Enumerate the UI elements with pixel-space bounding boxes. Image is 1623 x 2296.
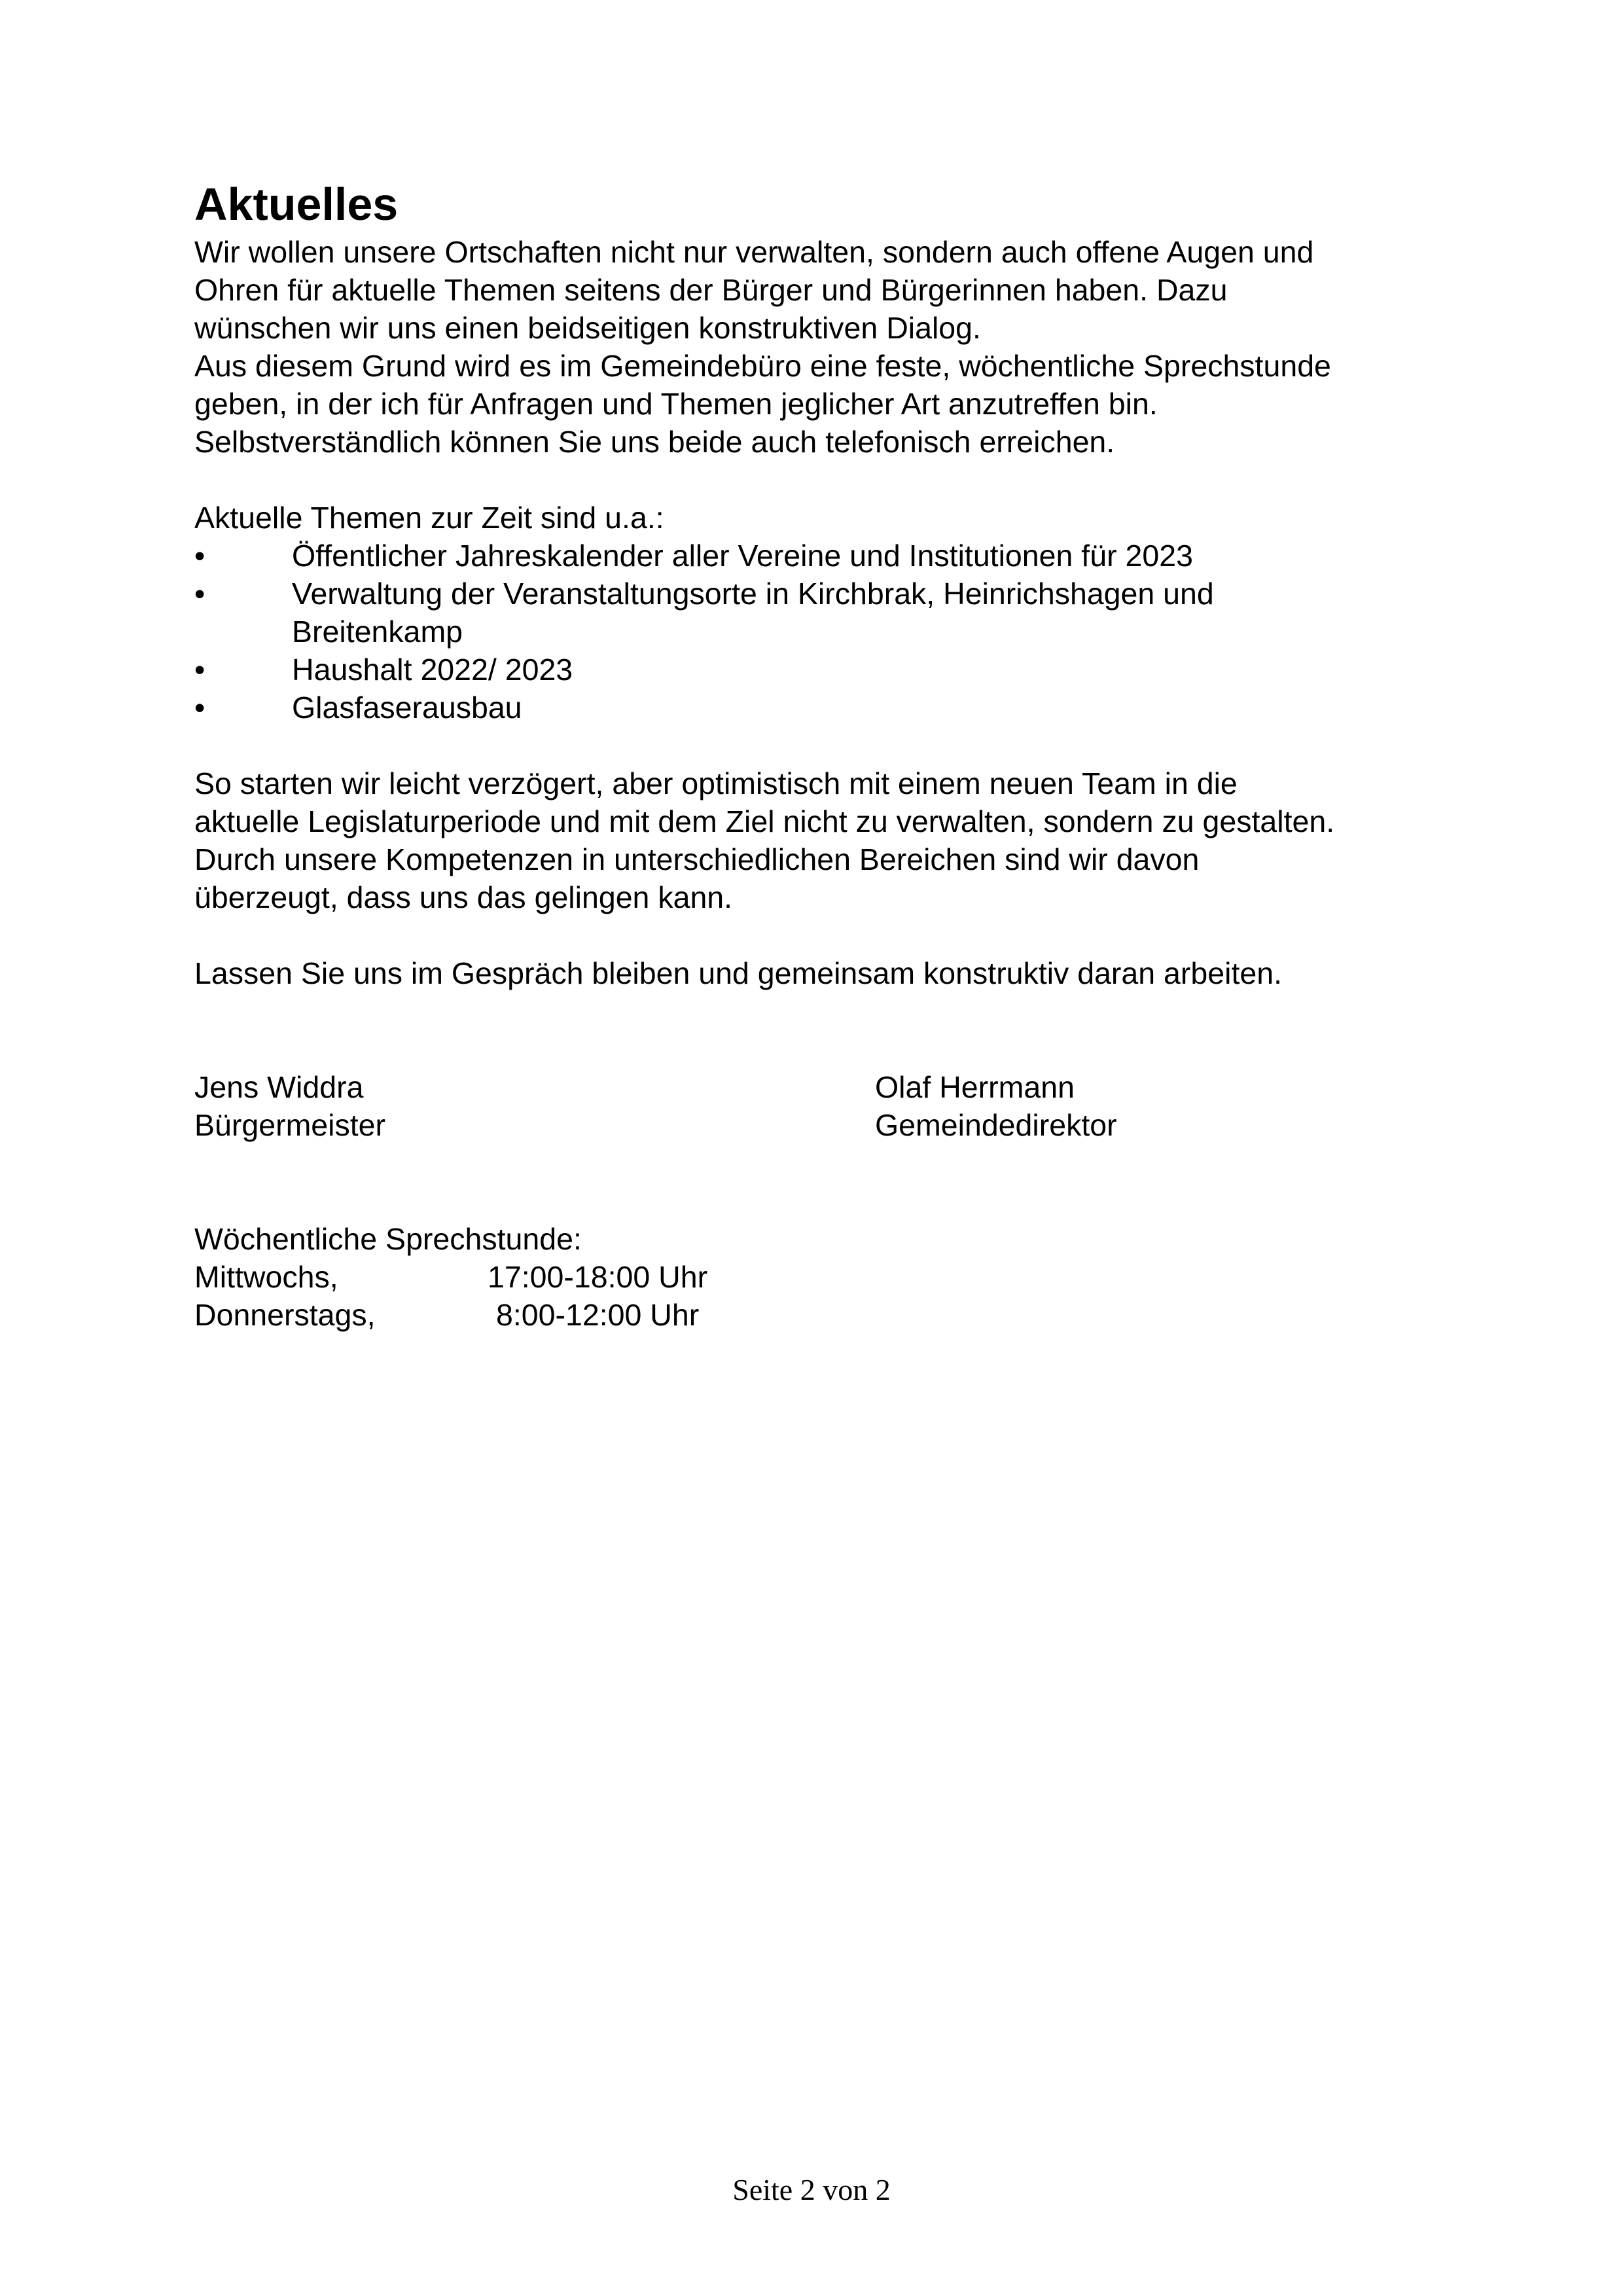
list-item-text: Haushalt 2022/ 2023	[292, 653, 573, 687]
signer-title: Gemeindedirektor	[875, 1108, 1117, 1142]
signature-right	[875, 1068, 1117, 1144]
signer-name: Jens Widdra	[194, 1070, 364, 1104]
list-item	[194, 689, 1451, 726]
bullet-icon: •	[194, 539, 205, 573]
signer-name: Olaf Herrmann	[875, 1070, 1075, 1104]
office-hours-row	[194, 1296, 1451, 1334]
document-content	[194, 177, 1451, 1334]
spacer	[194, 992, 1451, 1068]
intro-line: geben, in der ich für Anfragen und Themen jeglicher Art anzutreffen bin.	[194, 387, 1158, 421]
office-hours-label: Wöchentliche Sprechstunde:	[194, 1222, 582, 1256]
closing-paragraph	[194, 764, 1451, 916]
closing-line: So starten wir leicht verzögert, aber optimistisch mit einem neuen Team in die	[194, 766, 1238, 800]
intro-paragraph	[194, 233, 1451, 461]
intro-line: Wir wollen unsere Ortschaften nicht nur verwalten, sondern auch offene Augen und	[194, 235, 1314, 269]
list-item-continuation	[194, 613, 1451, 651]
bullet-icon: •	[194, 653, 205, 687]
spacer	[194, 726, 1451, 764]
closing-line: aktuelle Legislaturperiode und mit dem Ziel nicht zu verwalten, sondern zu gestalten.	[194, 804, 1335, 838]
office-hours-day: Mittwochs,	[194, 1260, 338, 1294]
closing-line: Durch unsere Kompetenzen in unterschiedlichen Bereichen sind wir davon	[194, 842, 1200, 876]
spacer	[194, 916, 1451, 954]
signer-title: Bürgermeister	[194, 1108, 386, 1142]
bullet-icon: •	[194, 577, 205, 611]
final-line: Lassen Sie uns im Gespräch bleiben und gemeinsam konstruktiv daran arbeiten.	[194, 956, 1283, 990]
page-footer: Seite 2 von 2	[732, 2173, 891, 2206]
signature-left	[194, 1068, 385, 1144]
office-hours-time: 17:00-18:00 Uhr	[488, 1260, 708, 1294]
spacer	[194, 1144, 1451, 1220]
section-heading: Aktuelles	[194, 179, 399, 230]
list-item	[194, 575, 1451, 613]
intro-line: Aus diesem Grund wird es im Gemeindebüro eine feste, wöchentliche Sprechstunde	[194, 349, 1331, 383]
office-hours	[194, 1220, 1451, 1334]
office-hours-row	[194, 1258, 1451, 1296]
topics-lead: Aktuelle Themen zur Zeit sind u.a.:	[194, 501, 664, 535]
office-hours-time: 8:00-12:00 Uhr	[496, 1298, 700, 1332]
intro-line: Selbstverständlich können Sie uns beide auch telefonisch erreichen.	[194, 425, 1115, 459]
list-item	[194, 537, 1451, 575]
list-item-text: Verwaltung der Veranstaltungsorte in Kirchbrak, Heinrichshagen und	[292, 577, 1214, 611]
spacer	[194, 461, 1451, 499]
signature-block	[194, 1068, 1451, 1144]
bullet-icon: •	[194, 691, 205, 725]
intro-line: wünschen wir uns einen beidseitigen konstruktiven Dialog.	[194, 311, 981, 345]
list-item-text: Öffentlicher Jahreskalender aller Vereine und Institutionen für 2023	[292, 539, 1193, 573]
list-item-text: Breitenkamp	[292, 615, 463, 649]
intro-line: Ohren für aktuelle Themen seitens der Bürger und Bürgerinnen haben. Dazu	[194, 273, 1228, 307]
topics-list	[194, 537, 1451, 726]
closing-line: überzeugt, dass uns das gelingen kann.	[194, 880, 733, 914]
office-hours-day: Donnerstags,	[194, 1298, 376, 1332]
list-item-text: Glasfaserausbau	[292, 691, 522, 725]
list-item	[194, 651, 1451, 689]
